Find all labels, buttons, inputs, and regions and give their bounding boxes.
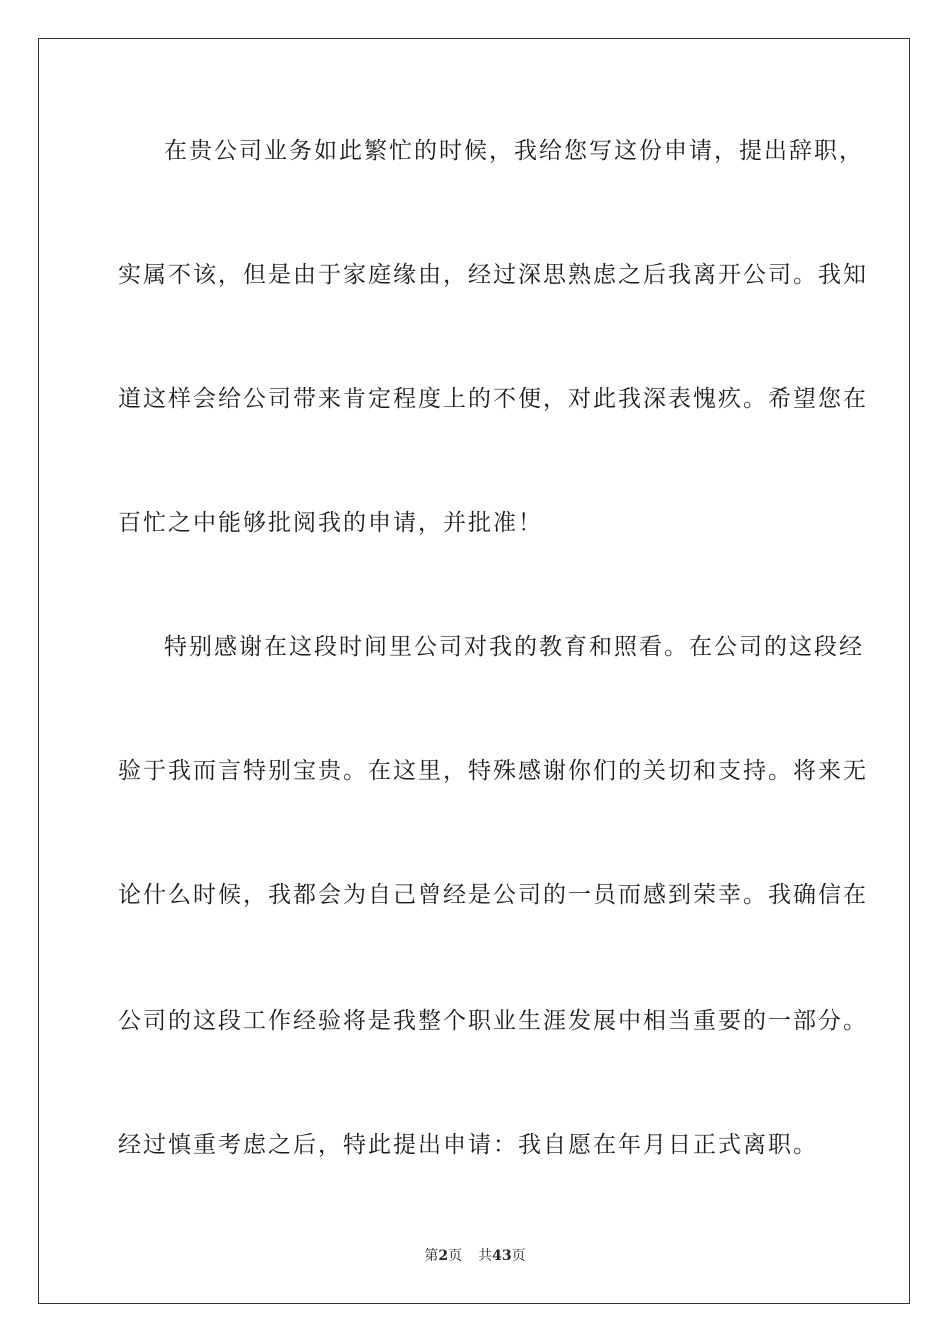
paragraph-2-line-2: 验于我而言特别宝贵。在这里，特殊感谢你们的关切和支持。将来无	[118, 758, 868, 784]
paragraph-2-line-5: 经过慎重考虑之后，特此提出申请：我自愿在年月日正式离职。	[118, 1132, 818, 1158]
paragraph-2-line-3: 论什么时候，我都会为自己曾经是公司的一员而感到荣幸。我确信在	[118, 882, 868, 908]
total-pages: 43	[492, 1248, 512, 1264]
page-number: 2	[438, 1248, 449, 1264]
paragraph-1-line-3: 道这样会给公司带来肯定程度上的不便，对此我深表愧疚。希望您在	[118, 386, 868, 412]
paragraph-2-line-1: 特别感谢在这段时间里公司对我的教育和照看。在公司的这段经	[164, 634, 864, 660]
paragraph-1-line-1: 在贵公司业务如此繁忙的时候，我给您写这份申请，提出辞职，	[164, 138, 864, 164]
paragraph-1-line-2: 实属不该，但是由于家庭缘由，经过深思熟虑之后我离开公司。我知	[118, 262, 868, 288]
page-footer	[0, 1245, 950, 1265]
page-prefix: 第	[424, 1248, 439, 1264]
page-suffix: 页	[448, 1248, 463, 1264]
total-suffix: 页	[511, 1248, 526, 1264]
total-prefix: 共	[478, 1248, 493, 1264]
paragraph-2-line-4: 公司的这段工作经验将是我整个职业生涯发展中相当重要的一部分。	[118, 1008, 868, 1034]
page-border	[38, 38, 910, 1304]
paragraph-1-line-4: 百忙之中能够批阅我的申请，并批准！	[118, 510, 543, 536]
